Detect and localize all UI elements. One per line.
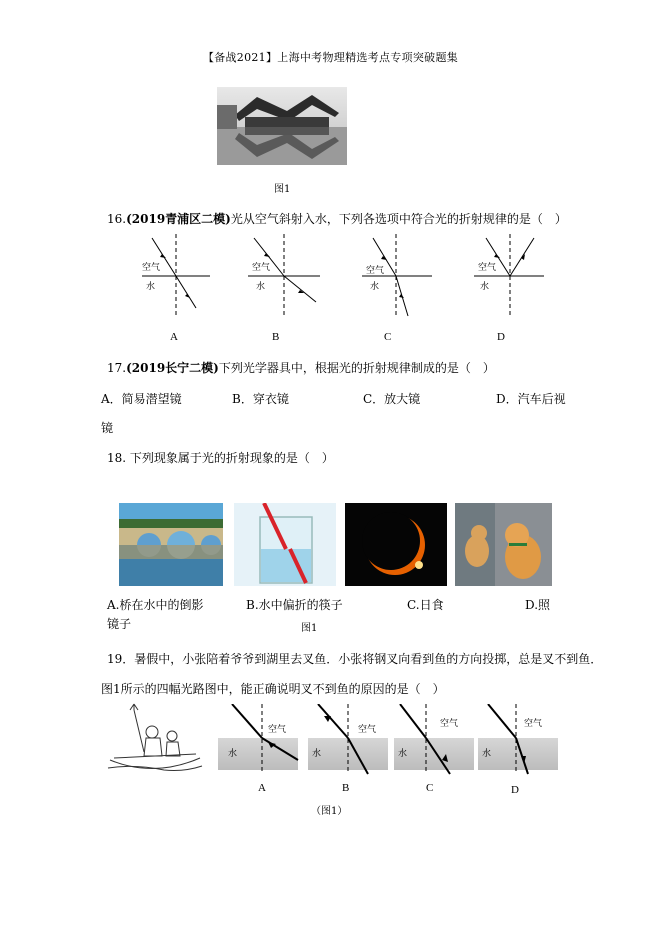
air-label: 空气 [268, 725, 287, 735]
air-label: 空气 [440, 719, 459, 729]
question-19-line2: 图1所示的四幅光路图中，能正确说明叉不到鱼的原因的是（ ） [101, 682, 445, 696]
option-d-wrap: 镜 [101, 421, 114, 435]
question-18-text: 18. 下列现象属于光的折射现象的是（ ） [107, 451, 334, 465]
water-label: 水 [482, 749, 492, 759]
question-number: 17. [107, 361, 127, 375]
water-label: 水 [480, 282, 490, 292]
caption-a: A.桥在水中的倒影 [107, 598, 204, 612]
question-source: (2019长宁二模) [126, 361, 219, 375]
bridge-reflection-photo [119, 503, 223, 586]
question-number: 16. [107, 212, 127, 226]
figure-caption: （图1） [311, 806, 348, 817]
figure-caption: 图1 [274, 184, 291, 195]
option-c: C．放大镜 [363, 392, 421, 406]
caption-c: C.日食 [407, 598, 444, 612]
refraction-diagrams-q19 [218, 704, 558, 776]
fisherman-boat-illustration [104, 702, 204, 774]
question-16 [107, 210, 567, 227]
water-label: 水 [256, 282, 266, 292]
water-label: 水 [370, 282, 380, 292]
caption-wrap: 镜子 [107, 617, 132, 631]
air-label: 空气 [366, 266, 385, 276]
option-c: C [426, 782, 434, 794]
page-header: 【备战2021】上海中考物理精选考点专项突破题集 [202, 51, 459, 64]
air-label: 空气 [252, 263, 271, 273]
caption-b: B.水中偏折的筷子 [246, 598, 343, 612]
pavilion-reflection-photo [217, 87, 347, 165]
question-source: (2019青浦区二模) [126, 212, 231, 226]
option-d: D [511, 784, 519, 796]
option-b: B．穿衣镜 [232, 392, 289, 406]
option-a: A [258, 782, 266, 794]
air-label: 空气 [142, 263, 161, 273]
option-b: B [272, 331, 280, 343]
water-label: 水 [398, 749, 408, 759]
question-text: 下列光学器具中，根据光的折射规律制成的是（ ） [218, 361, 495, 375]
option-d: D [497, 331, 505, 343]
refraction-diagrams-q16 [130, 232, 570, 322]
solar-eclipse-photo [345, 503, 447, 586]
cat-mirror-photo [455, 503, 552, 586]
bent-chopstick-photo [234, 503, 336, 586]
water-label: 水 [312, 749, 322, 759]
caption-d: D.照 [525, 598, 551, 612]
figure-caption: 图1 [301, 623, 318, 634]
option-a: A．简易潜望镜 [101, 392, 182, 406]
water-label: 水 [228, 749, 238, 759]
air-label: 空气 [524, 719, 543, 729]
air-label: 空气 [478, 263, 497, 273]
air-label: 空气 [358, 725, 377, 735]
option-c: C [384, 331, 392, 343]
question-19-line1: 19．暑假中，小张陪着爷爷到湖里去叉鱼．小张将钢叉向看到鱼的方向投掷，总是叉不到鱼． [107, 652, 603, 666]
option-b: B [342, 782, 350, 794]
option-a: A [170, 331, 178, 343]
question-text: 光从空气斜射入水，下列各选项中符合光的折射规律的是（ ） [230, 212, 567, 226]
question-17 [107, 359, 495, 376]
water-label: 水 [146, 282, 156, 292]
option-d: D．汽车后视 [496, 392, 566, 406]
